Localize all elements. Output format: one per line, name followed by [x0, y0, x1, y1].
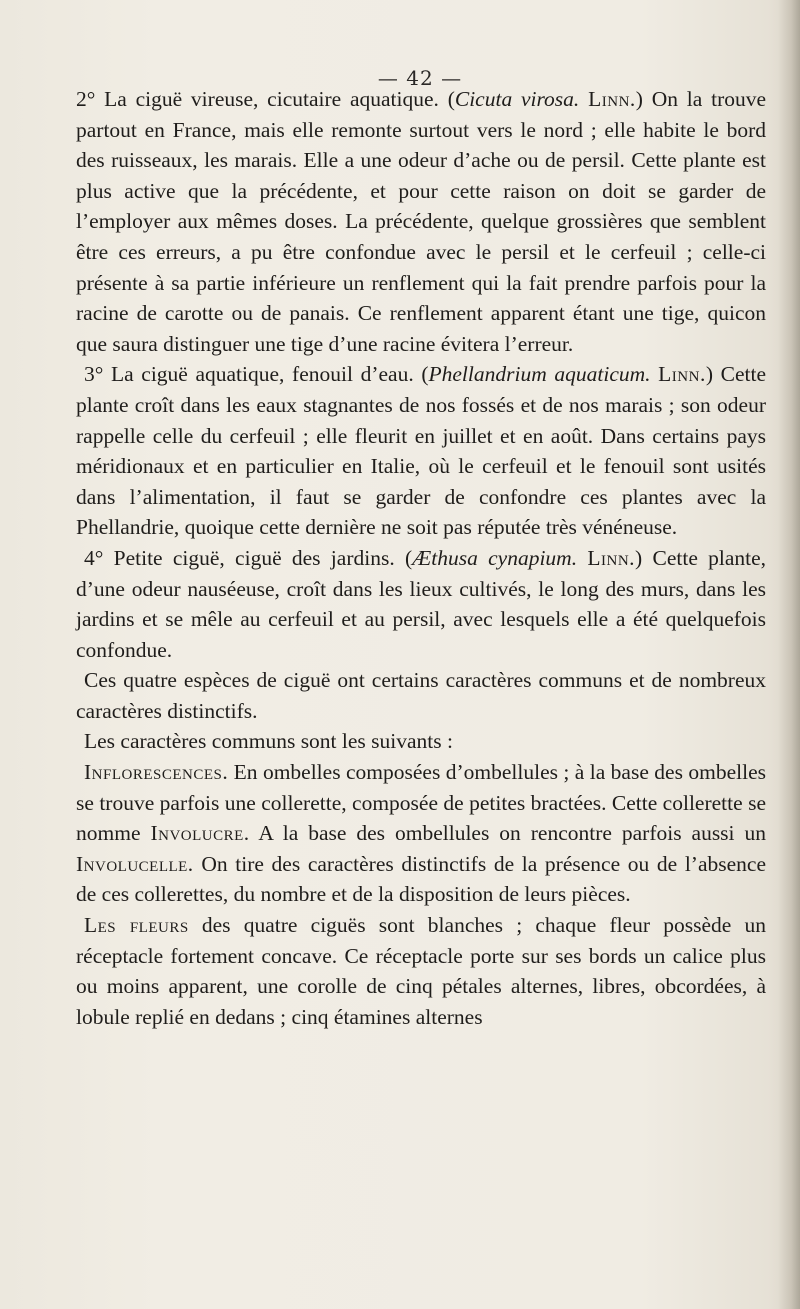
species-heading: 4° Petite ciguë, ciguë des jardins. ( [84, 545, 413, 570]
latin-name: Phellandrium aquaticum. [428, 362, 651, 387]
closing-paren: ) [635, 87, 643, 111]
term-involucre: Involucre. [150, 821, 250, 846]
term-involucelle: Involucelle. [76, 851, 194, 876]
paragraph-inflorescences [76, 757, 766, 910]
latin-name: Æthusa cynapium. [412, 545, 578, 570]
paragraph-flowers [76, 910, 766, 1032]
page-number: — 42 — [377, 66, 463, 90]
paragraph-text: En ombelles composées d’ombellules ; à la base des ombelles se trouve parfois une collerette, composée de petites bractées. Cette collerette se nomme [76, 760, 766, 846]
page-body [76, 84, 766, 1032]
species-heading: 3° La ciguë aquatique, fenouil d’eau. ( [84, 362, 429, 387]
paragraph-common-characters-list: Les caractères communs sont les suivants : [84, 729, 453, 754]
paragraph-text: des quatre ciguës sont blanches ; chaque fleur possède un réceptacle fortement concave. Ce réceptacle porte sur ses bords un calice plus ou moins apparent, une corolle de cinq pétales alternes, libres, obcordées, à lobule replié en dedans ; cinq étamines alternes [76, 913, 766, 1029]
paragraph-aethusa [76, 543, 766, 665]
paragraph-text: Cette plante croît dans les eaux stagnantes de nos fossés et de nos marais ; son odeur rappelle celle du cerfeuil ; elle fleurit en juillet et en août. Dans certains pays méridionaux et en particulier en Italie, où le cerfeuil et le fenouil sont usités dans l’alimentation, il faut se garder de confondre ces plantes avec la Phellandrie, quoique cette dernière ne soit pas réputée très vénéneuse. [76, 362, 767, 540]
term-inflorescences: Inflorescences. [84, 760, 229, 785]
paragraph-text: Cette plante, d’une odeur nauséeuse, croît dans les lieux cultivés, le long des murs, dans les jardins et se mêle au cerfeuil et au persil, avec lesquels elle a été quelquefois confondue. [76, 545, 767, 662]
paragraph-phellandrium [76, 359, 766, 543]
closing-paren: ) [705, 362, 713, 387]
latin-name: Cicuta virosa. [454, 87, 580, 111]
author-abbrev: Linn. [658, 362, 706, 387]
closing-paren: ) [635, 545, 643, 570]
paragraph-cicuta-virosa [76, 84, 766, 359]
species-heading: 2° La ciguë vireuse, cicutaire aquatique. ( [76, 87, 455, 111]
paragraph-text: On tire des caractères distinctifs de la présence ou de l’absence de ces collerettes, du nombre et de la disposition de leurs pièces. [76, 851, 766, 907]
paragraph-text: A la base des ombellules on rencontre parfois aussi un [249, 821, 766, 846]
term-fleurs: Les fleurs [84, 913, 189, 938]
paragraph-common-characters-intro: Ces quatre espèces de ciguë ont certains caractères communs et de nombreux caractères distinctifs. [76, 668, 766, 723]
paragraph-text: On la trouve partout en France, mais elle remonte surtout vers le nord ; elle habite le bord des ruisseaux, les marais. Elle a une odeur d’ache ou de persil. Cette plante est plus active que la précédente, et pour cette raison on doit se garder de l’employer aux mêmes doses. La précédente, quelque grossières que semblent être ces erreurs, a pu être confondue avec le persil et le cerfeuil ; celle-ci présente à sa partie inférieure un renflement qui la fait prendre parfois pour la racine de carotte ou de panais. Ce renflement apparent étant une tige, quicon que saura distinguer une tige d’une racine évitera l’erreur. [76, 87, 767, 356]
author-abbrev: Linn. [587, 545, 636, 570]
page-edge-shadow [778, 0, 800, 1309]
author-abbrev: Linn. [588, 87, 636, 111]
